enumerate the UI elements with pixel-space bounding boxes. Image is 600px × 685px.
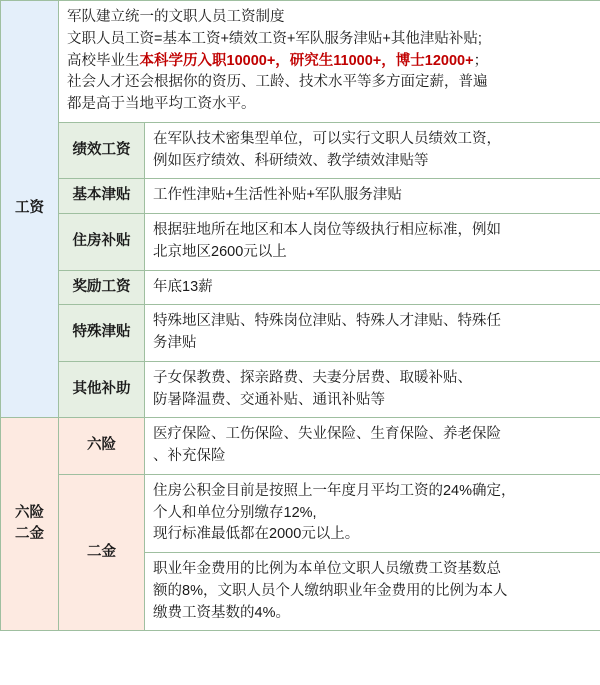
table-row — [1, 361, 600, 418]
text-line: 特殊地区津贴、特殊岗位津贴、特殊人才津贴、特殊任 — [153, 313, 501, 330]
table-row — [1, 474, 600, 552]
text-line: 根据驻地所在地区和本人岗位等级执行相应标准，例如 — [153, 222, 501, 238]
row-content-occupational-annuity — [145, 553, 600, 631]
table-row — [1, 305, 600, 362]
salary-intro-cell — [59, 1, 600, 123]
row-content-other-subsidy — [145, 361, 600, 418]
text-line: 工作性津贴+生活性补贴+军队服务津贴 — [153, 187, 402, 204]
table-row — [1, 270, 600, 305]
row-label-two-funds: 二金 — [59, 474, 145, 631]
salary-intro-line-1: 军队建立统一的文职人员工资制度 — [67, 9, 285, 25]
text-line: 、补充保险 — [153, 448, 226, 464]
row-label-six-insurances: 六险 — [59, 418, 145, 475]
row-label-other-subsidy: 其他补助 — [59, 361, 145, 418]
row-content-housing-subsidy — [145, 214, 600, 271]
highlight-prefix: 高校毕业生 — [67, 52, 140, 69]
table-row — [1, 418, 600, 475]
text-line: 职业年金费用的比例为本单位文职人员缴费工资基数总 — [153, 561, 501, 577]
highlight-suffix: ； — [473, 52, 489, 69]
text-line: 住房公积金目前是按照上一年度月平均工资的24%确定， — [153, 482, 516, 499]
table-row — [1, 179, 600, 214]
row-label-special-allowance: 特殊津贴 — [59, 305, 145, 362]
row-content-six-insurances — [145, 418, 600, 475]
text-line: 缴费工资基数的4%。 — [153, 604, 290, 621]
row-content-basic-allowance — [145, 179, 600, 214]
row-content-special-allowance — [145, 305, 600, 362]
text-line: 例如医疗绩效、科研绩效、教学绩效津贴等 — [153, 152, 429, 169]
text-line: 北京地区2600元以上 — [153, 243, 287, 260]
text-line: 现行标准最低都在2000元以上。 — [153, 526, 360, 543]
text-line: 额的8%，文职人员个人缴纳职业年金费用的比例为本人 — [153, 582, 508, 599]
table-row — [1, 122, 600, 179]
text-line: 医疗保险、工伤保险、失业保险、生育保险、养老保险 — [153, 426, 501, 443]
highlight-text: 本科学历入职10000+，研究生11000+，博士12000+ — [139, 52, 474, 69]
text-line: 个人和单位分别缴存12%, — [153, 504, 317, 521]
table-row — [1, 214, 600, 271]
salary-intro-line-5: 都是高于当地平均工资水平。 — [67, 96, 256, 112]
row-label-performance-salary: 绩效工资 — [59, 122, 145, 179]
text-line: 在军队技术密集型单位，可以实行文职人员绩效工资， — [153, 130, 501, 147]
row-label-bonus-salary: 奖励工资 — [59, 270, 145, 305]
text-line: 务津贴 — [153, 335, 197, 351]
salary-intro-highlight-line — [67, 51, 592, 73]
text-line: 子女保教费、探亲路费、夫妻分居费、取暖补贴、 — [153, 369, 472, 386]
row-label-housing-subsidy: 住房补贴 — [59, 214, 145, 271]
group-label-insurance: 六险二金 — [1, 418, 59, 631]
row-label-basic-allowance: 基本津贴 — [59, 179, 145, 214]
group-label-salary: 工资 — [1, 1, 59, 418]
salary-intro-line-2: 文职人员工资=基本工资+绩效工资+军队服务津贴+其他津贴补贴; — [67, 30, 482, 47]
row-content-bonus-salary — [145, 270, 600, 305]
text-line: 年底13薪 — [153, 278, 213, 295]
row-content-performance-salary — [145, 122, 600, 179]
salary-intro-line-4: 社会人才还会根据你的资历、工龄、技术水平等多方面定薪，普遍 — [67, 74, 488, 91]
text-line: 防暑降温费、交通补贴、通讯补贴等 — [153, 391, 385, 408]
table-row — [1, 1, 600, 123]
row-content-housing-fund — [145, 474, 600, 552]
